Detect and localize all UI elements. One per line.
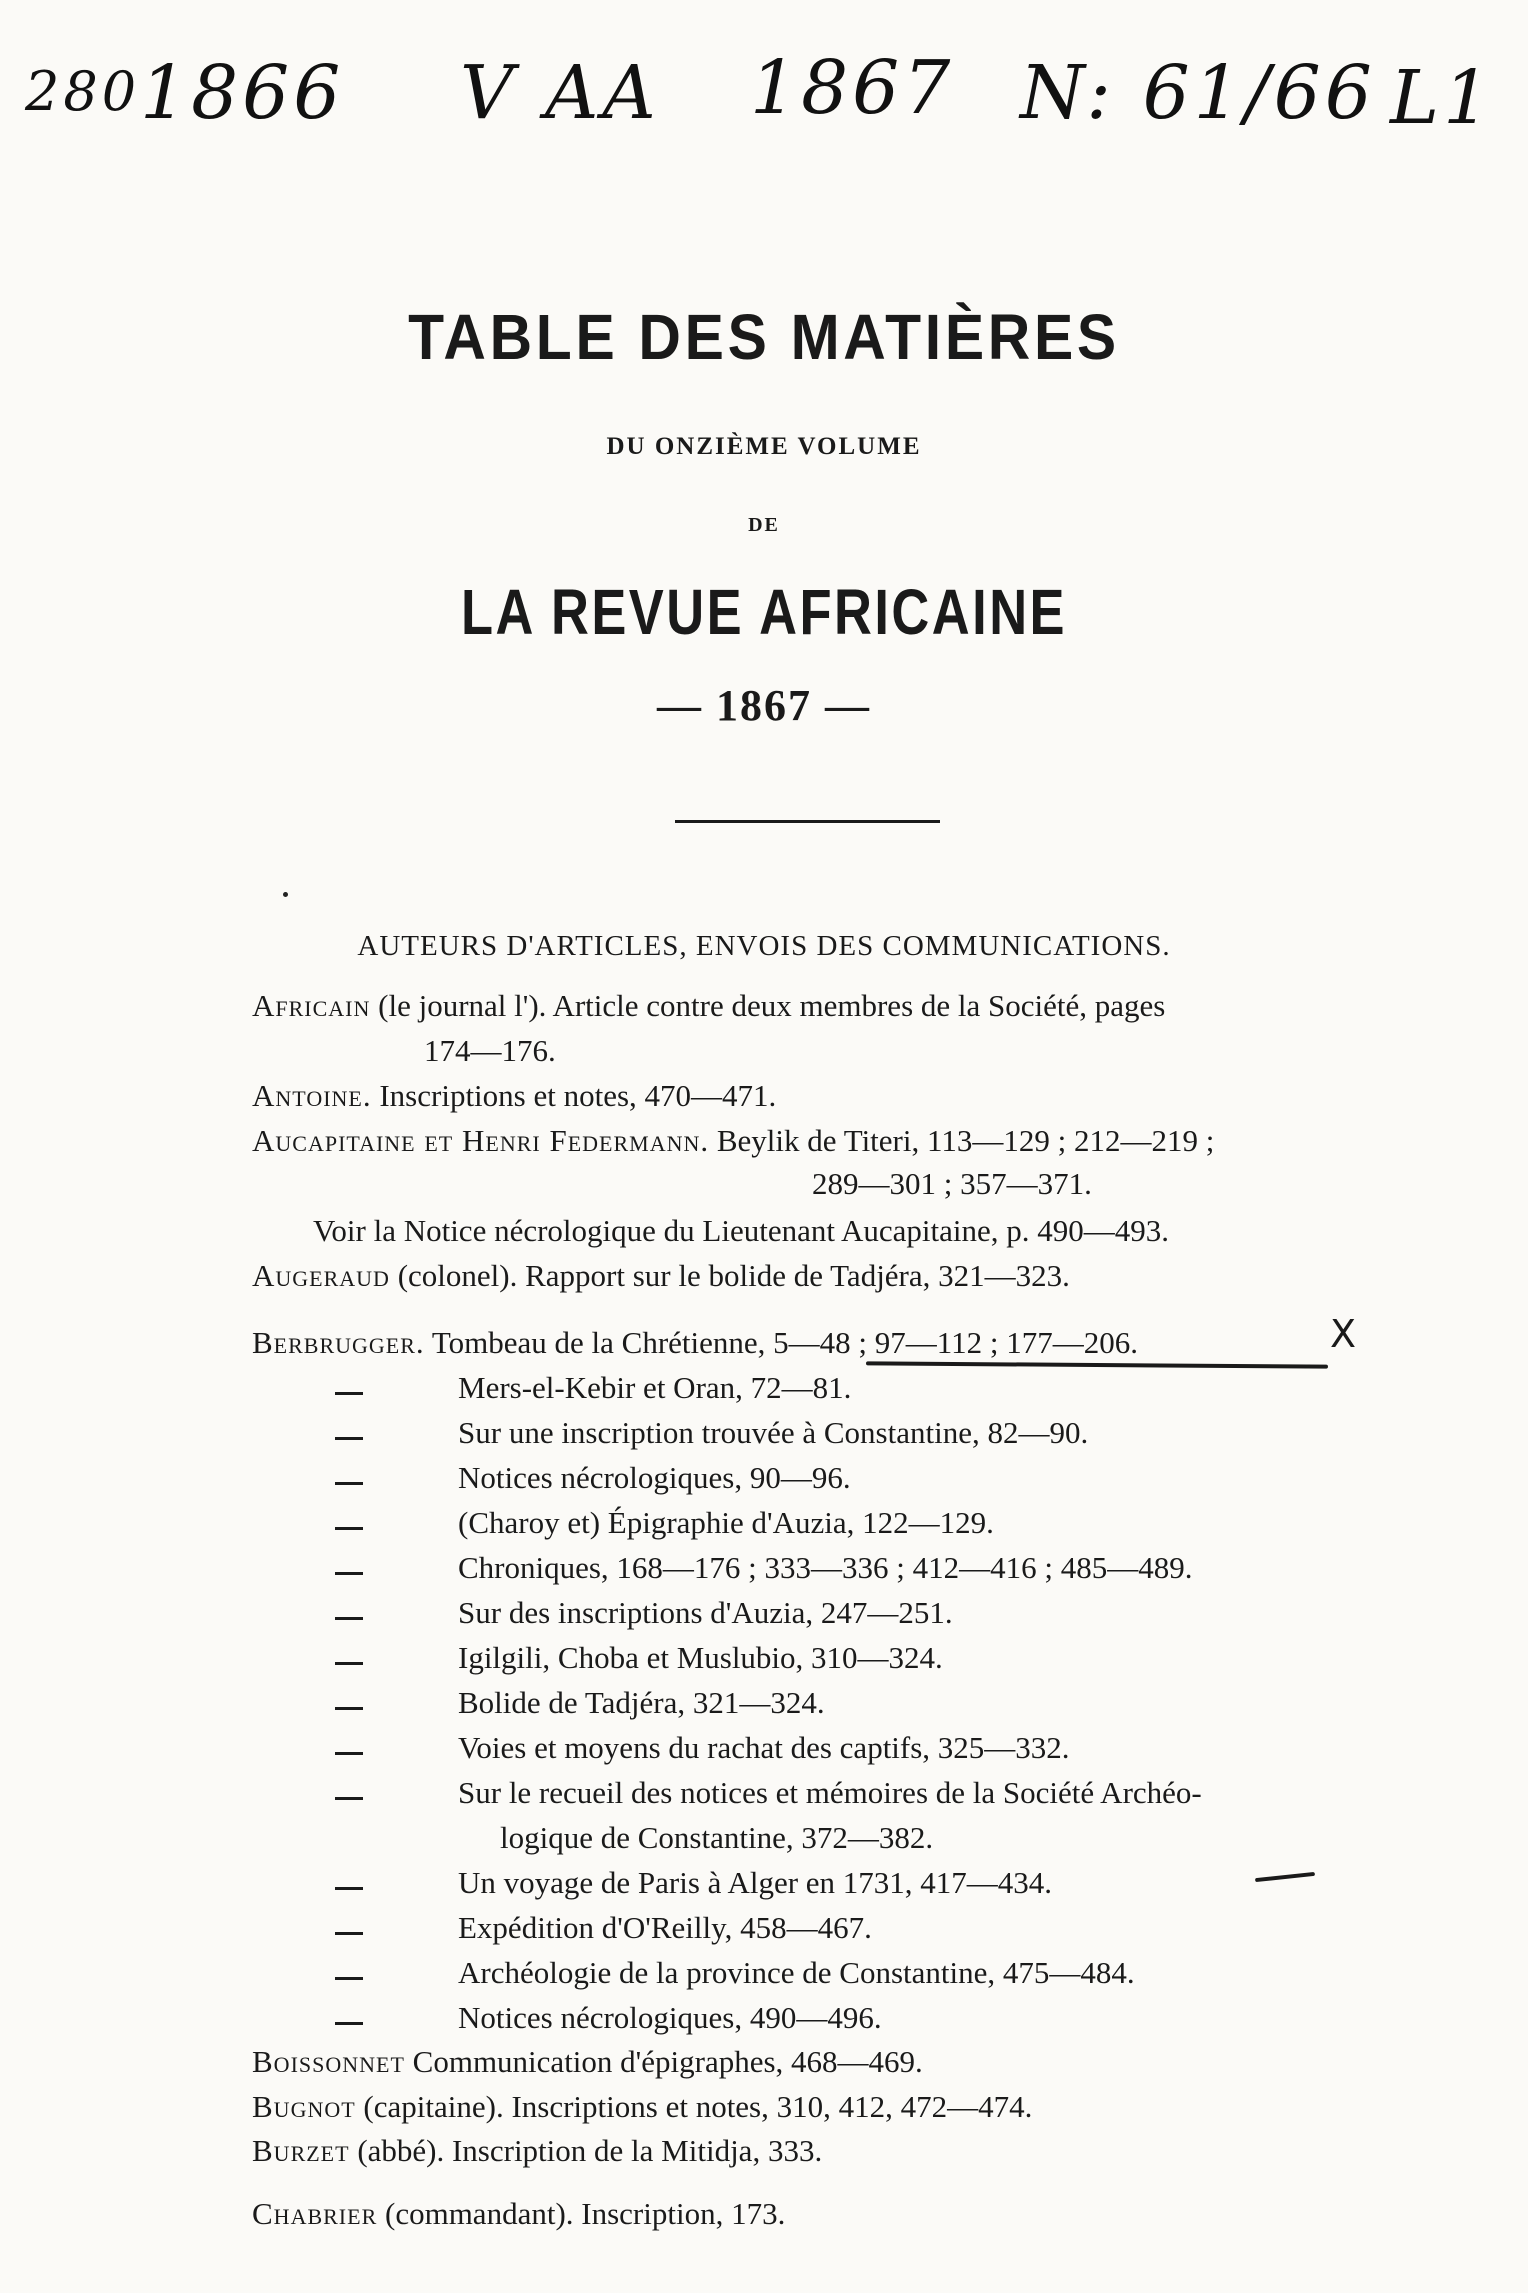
hw-initials: V AA	[460, 50, 660, 136]
ditto-dash	[335, 2022, 363, 2025]
entry-berbrugger-4: Notices nécrologiques, 90—96.	[458, 1460, 851, 1495]
hw-year-1866: 1866	[140, 50, 345, 136]
entry-berbrugger-9: Bolide de Tadjéra, 321—324.	[458, 1685, 825, 1720]
entry-text: Beylik de Titeri, 113—129 ; 212—219 ;	[716, 1123, 1215, 1158]
subtitle-de: DE	[748, 514, 780, 536]
entry-berbrugger-14: Archéologie de la province de Constantine, 475—484.	[458, 1955, 1135, 1990]
entry-text: (colonel). Rapport sur le bolide de Tadjéra, 321—323.	[397, 1258, 1070, 1293]
entry-text: Tombeau de la Chrétienne, 5—48 ; 97—112 ; 177—206.	[431, 1325, 1138, 1360]
entry-aucapitaine-note: Voir la Notice nécrologique du Lieutenant Aucapitaine, p. 490—493.	[313, 1213, 1170, 1248]
author-name: Chabrier	[252, 2196, 378, 2231]
entry-berbrugger-2: Mers-el-Kebir et Oran, 72—81.	[458, 1370, 852, 1405]
ditto-dash	[335, 1662, 363, 1665]
author-name: Africain	[252, 988, 371, 1023]
entry-bugnot	[252, 2091, 1032, 2122]
entry-text: Communication d'épigraphes, 468—469.	[412, 2044, 923, 2079]
entry-aucapitaine-cont: 289—301 ; 357—371.	[812, 1166, 1092, 1201]
hw-number: N: 61/66	[1020, 50, 1376, 136]
pencil-stroke	[1255, 1872, 1315, 1882]
ditto-dash	[335, 1392, 363, 1395]
entry-berbrugger-13: Expédition d'O'Reilly, 458—467.	[458, 1910, 872, 1945]
entry-berbrugger-6: Chroniques, 168—176 ; 333—336 ; 412—416 ; 485—489.	[458, 1550, 1193, 1585]
handwritten-annotations	[20, 30, 1510, 150]
entry-berbrugger-11-cont: logique de Constantine, 372—382.	[500, 1820, 934, 1855]
title-divider	[675, 820, 940, 823]
pencil-x-mark: X	[1330, 1312, 1357, 1356]
ditto-dash	[335, 1437, 363, 1440]
author-name: Boissonnet	[252, 2044, 405, 2079]
entry-africain-cont: 174—176.	[424, 1033, 556, 1068]
entry-antoine	[252, 1080, 776, 1111]
entry-berbrugger-5: (Charoy et) Épigraphie d'Auzia, 122—129.	[458, 1505, 994, 1540]
ditto-dash	[335, 1707, 363, 1710]
ditto-dash	[335, 1617, 363, 1620]
ditto-dash	[335, 1527, 363, 1530]
volume-year: — 1867 —	[657, 681, 871, 730]
entry-augeraud	[252, 1260, 1070, 1291]
ditto-dash	[335, 1752, 363, 1755]
journal-title: LA REVUE AFRICAINE	[460, 576, 1068, 648]
ditto-dash	[335, 1797, 363, 1800]
entry-text: (commandant). Inscription, 173.	[385, 2196, 786, 2231]
author-name: Aucapitaine et Henri Federmann.	[252, 1123, 710, 1158]
author-name: Berbrugger.	[252, 1325, 425, 1360]
author-name: Augeraud	[252, 1258, 390, 1293]
entry-text: (le journal l'). Article contre deux membres de la Société, pages	[378, 988, 1166, 1023]
entry-chabrier	[252, 2198, 785, 2229]
volume-subtitle: DU ONZIÈME VOLUME	[606, 433, 922, 460]
hw-ref: 280	[25, 60, 141, 123]
ditto-dash	[335, 1932, 363, 1935]
entry-berbrugger-11: Sur le recueil des notices et mémoires de la Société Archéo-	[458, 1775, 1202, 1810]
entry-berbrugger-15: Notices nécrologiques, 490—496.	[458, 2000, 882, 2035]
author-name: Burzet	[252, 2133, 350, 2168]
entry-berbrugger	[252, 1327, 1138, 1358]
entry-berbrugger-12: Un voyage de Paris à Alger en 1731, 417—434.	[458, 1865, 1053, 1900]
ditto-dash	[335, 1482, 363, 1485]
ink-dot	[283, 892, 288, 897]
entry-berbrugger-3: Sur une inscription trouvée à Constantine, 82—90.	[458, 1415, 1089, 1450]
entry-boissonnet	[252, 2046, 923, 2077]
entry-berbrugger-7: Sur des inscriptions d'Auzia, 247—251.	[458, 1595, 953, 1630]
entry-text: (abbé). Inscription de la Mitidja, 333.	[357, 2133, 823, 2168]
ditto-dash	[335, 1977, 363, 1980]
entry-aucapitaine	[252, 1125, 1214, 1156]
entry-burzet	[252, 2135, 822, 2166]
entry-text: Inscriptions et notes, 470—471.	[379, 1078, 777, 1113]
entry-berbrugger-8: Igilgili, Choba et Muslubio, 310—324.	[458, 1640, 943, 1675]
page-title: TABLE DES MATIÈRES	[408, 301, 1120, 373]
ditto-dash	[335, 1572, 363, 1575]
author-name: Bugnot	[252, 2089, 356, 2124]
hw-shelf: L1	[1390, 55, 1495, 141]
entry-africain	[252, 990, 1165, 1021]
entry-berbrugger-10: Voies et moyens du rachat des captifs, 325—332.	[458, 1730, 1070, 1765]
pencil-underline	[866, 1361, 1328, 1368]
hw-year-1867: 1867	[750, 45, 955, 131]
entry-text: (capitaine). Inscriptions et notes, 310, 412, 472—474.	[363, 2089, 1033, 2124]
ditto-dash	[335, 1887, 363, 1890]
author-name: Antoine.	[252, 1078, 372, 1113]
section-heading: AUTEURS D'ARTICLES, ENVOIS DES COMMUNICATIONS.	[357, 930, 1171, 962]
